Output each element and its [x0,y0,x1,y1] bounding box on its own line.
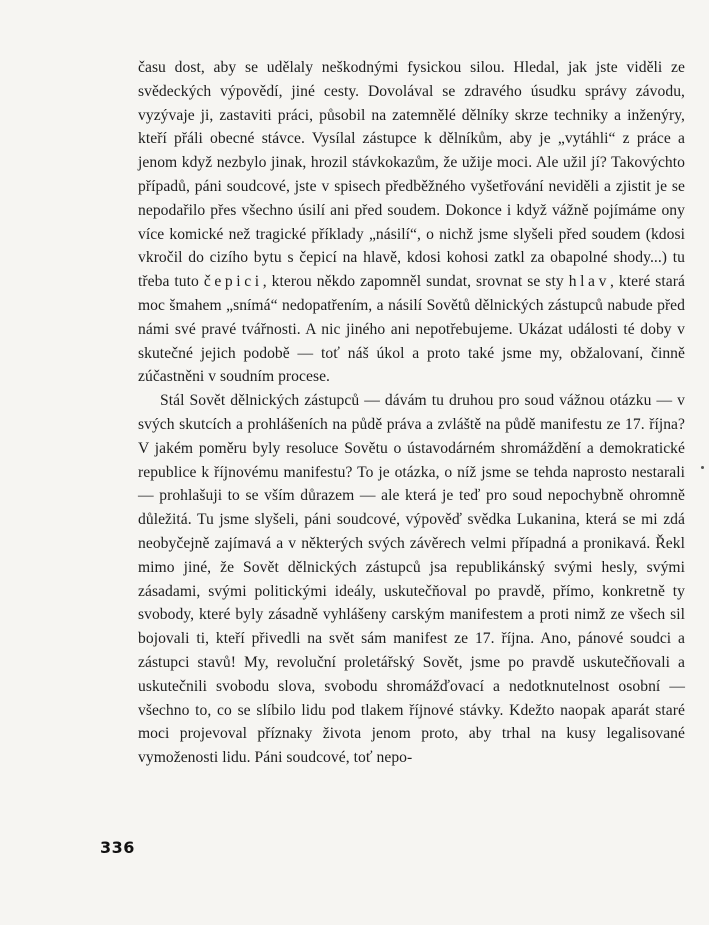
paragraph-1-part-b: , kterou někdo zapomněl sundat, srovnat se sty [262,273,569,291]
emphasis-hlav: hlav [568,273,610,291]
paragraph-1-part-c: , které stará moc šmahem „snímá“ nedopatřením, a násilí Sovětů dělnických zástupců nabude před námi své pravé tvářnosti. A nic jiného ani nepotřebujeme. Ukázat události té doby v skutečné jejich podobě — toť náš úkol a proto také jsme my, obžalovaní, činně zúčastněni v soudním procese. [138,273,685,386]
paragraph-1-part-a: času dost, aby se udělaly neškodnými fysickou silou. Hledal, jak jste viděli ze svědeckých výpovědí, jiné cesty. Dovolával se zdravého úsudku správy závodu, vyzývaje ji, zastaviti práci, působil na zatemnělé dělníky skrze techniky a inženýry, kteří přáli obecné stávce. Vysílal zástupce k dělníkům, aby je „vytáhli“ z práce a jenom když nezbylo jinak, hrozil stávkokazům, že užije moci. Ale užil jí? Takovýchto případů, páni soudcové, jste v spisech předběžného vyšetřování neviděli a zjistit je se nepodařilo přes všechno úsilí ani před soudem. Dokonce i když vážně pojímáme ony více komické než tragické příklady „násilí“, o nichž jsme slyšeli před soudem (kdosi vkročil do cizího bytu s čepicí na hlavě, kdosi kohosi zatkl za obapolné shody...) tu třeba tuto [138,59,685,291]
paragraph-2: Stál Sovět dělnických zástupců — dávám tu druhou pro soud vážnou otázku — v svých skutcích a prohlášeních na půdě práva a zvláště na půdě manifestu ze 17. října? V jakém poměru byly resoluce Sovětu o ústavodárném shromáždění a demokratické republice k říjnovému manifestu? To je otázka, o níž jsme se tehda naprosto nestarali — prohlašuji to se vším důrazem — ale která je teď pro soud nepochybně ohromně důležitá. Tu jsme slyšeli, páni soudcové, výpověď svědka Lukanina, která se mi zdá neobyčejně zajímavá a v některých svých závěrech velmi případná a pronikavá. Řekl mimo jiné, že Sovět dělnických zástupců jsa republikánský svými hesly, svými zásadami, svými politickými ideály, uskutečňoval po pravdě, přímo, konkretně ty svobody, které byly zásadně vyhlášeny carským manifestem a proti nimž ze všech sil bojovali ti, kteří přivedli na svět sám manifest ze 17. října. Ano, pánové soudci a zástupci stavů! My, revoluční proletářský Sovět, jsme po pravdě uskutečňovali a uskutečnili svobodu slova, svobodu shromážďovací a nedotknutelnost osobní — všechno to, co se slíbilo lidu pod tlakem říjnové stávky. Kdežto naopak aparát staré moci projevoval příznaky života jenom proto, aby trhal na kusy legalisované vymoženosti lidu. Páni soudcové, toť nepo- [138,392,685,767]
paragraph-1 [138,56,685,389]
page-number: 336 [100,838,135,857]
body-text [138,56,685,770]
emphasis-cepici: čepici [203,273,263,291]
paper-speck [701,466,704,469]
